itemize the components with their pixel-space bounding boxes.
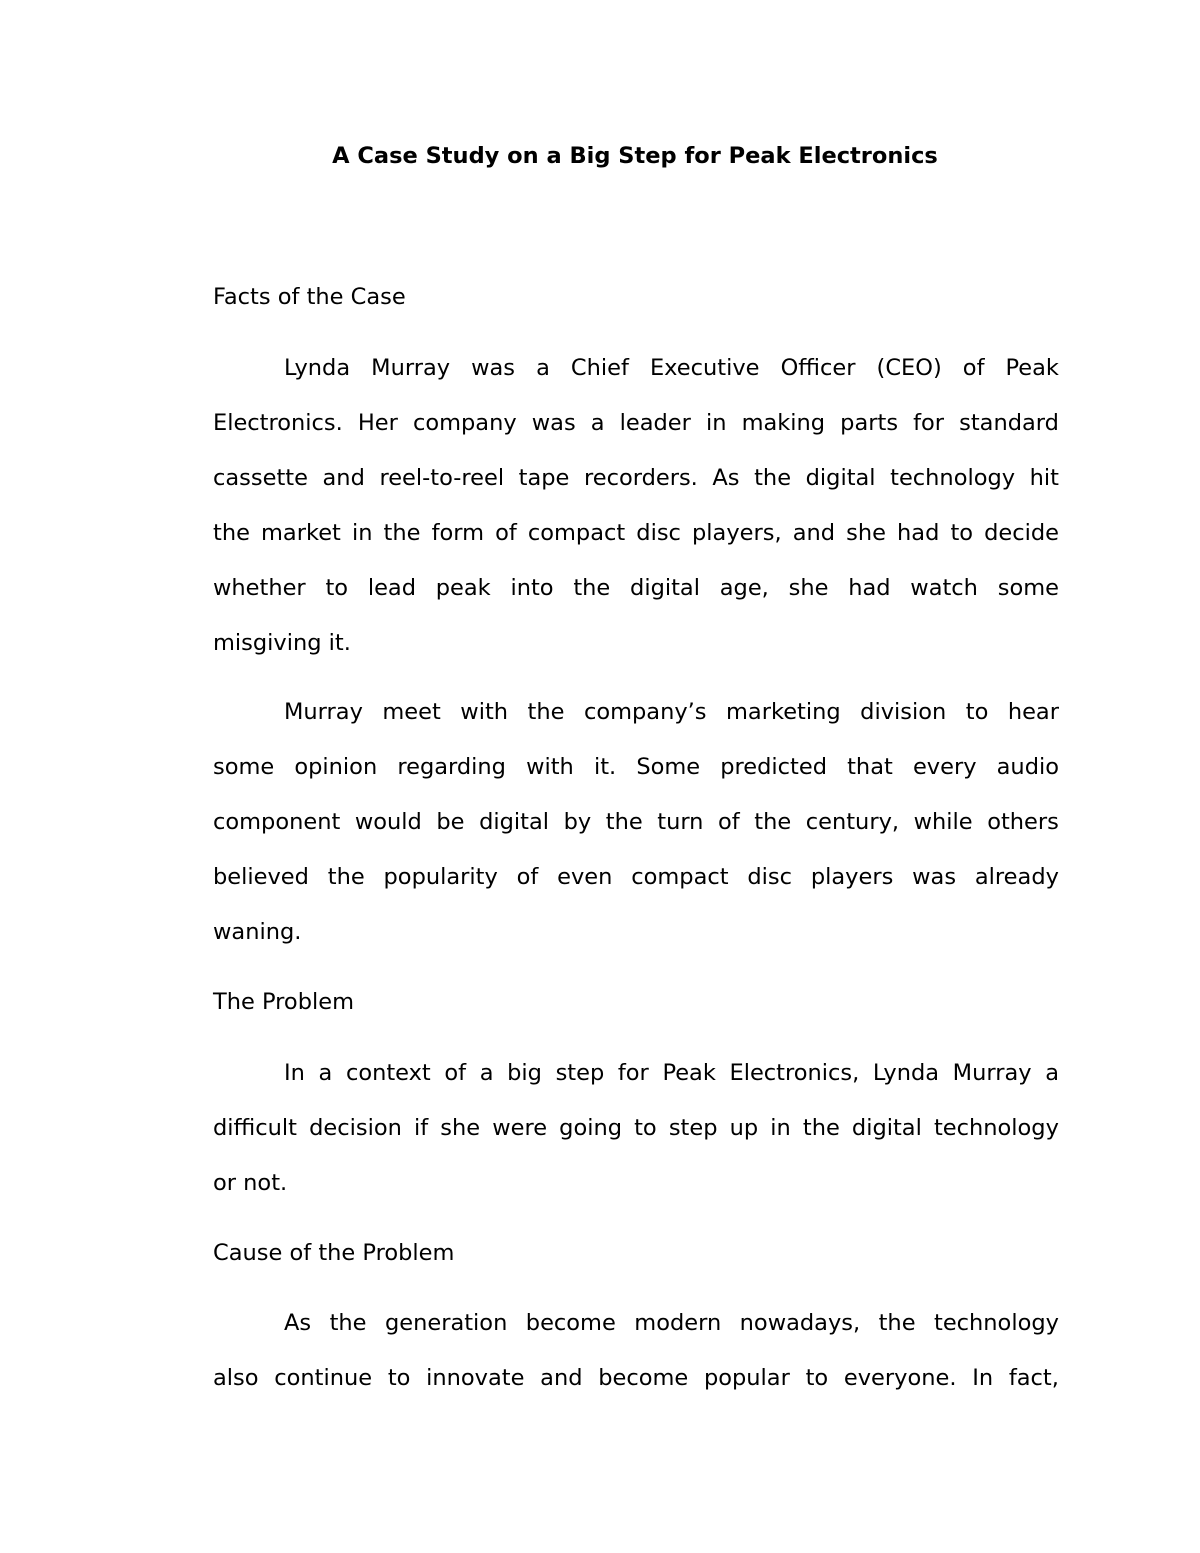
section-heading: Facts of the Case bbox=[213, 284, 406, 310]
word: to bbox=[950, 520, 974, 546]
word: audio bbox=[996, 754, 1059, 780]
word: Peak bbox=[662, 1060, 716, 1086]
word: innovate bbox=[426, 1365, 525, 1391]
word: Electronics. bbox=[213, 410, 343, 436]
word: market bbox=[261, 520, 341, 546]
word: every bbox=[912, 754, 977, 780]
word: difficult bbox=[213, 1115, 297, 1141]
word: Lynda bbox=[872, 1060, 940, 1086]
word: hit bbox=[1029, 465, 1059, 491]
word: recorders. bbox=[583, 465, 698, 491]
word: of bbox=[444, 1060, 467, 1086]
word: generation bbox=[384, 1310, 508, 1336]
word: to bbox=[325, 575, 349, 601]
word: disc bbox=[747, 864, 793, 890]
word: company bbox=[412, 410, 517, 436]
word: a bbox=[479, 1060, 494, 1086]
word: peak bbox=[435, 575, 491, 601]
word: In bbox=[972, 1365, 994, 1391]
word: nowadays, bbox=[739, 1310, 861, 1336]
word: form bbox=[431, 520, 485, 546]
text-line bbox=[213, 569, 1059, 624]
word: age, bbox=[719, 575, 769, 601]
paragraph bbox=[213, 1054, 1059, 1219]
word: digital bbox=[479, 809, 550, 835]
text-line bbox=[213, 1054, 1059, 1109]
word: digital bbox=[805, 465, 876, 491]
word: of bbox=[962, 355, 985, 381]
word: (CEO) bbox=[876, 355, 942, 381]
word: for bbox=[913, 410, 945, 436]
word: compact bbox=[527, 520, 626, 546]
word: popular bbox=[703, 1365, 790, 1391]
word: predicted bbox=[720, 754, 827, 780]
paragraph bbox=[213, 693, 1059, 968]
word: others bbox=[987, 809, 1059, 835]
word: century, bbox=[805, 809, 900, 835]
word: tape bbox=[518, 465, 570, 491]
word: whether bbox=[213, 575, 306, 601]
word: regarding bbox=[397, 754, 506, 780]
text-line bbox=[213, 1304, 1059, 1359]
word: if bbox=[413, 1115, 429, 1141]
word: decision bbox=[309, 1115, 402, 1141]
word: up bbox=[729, 1115, 759, 1141]
text-line: misgiving it. bbox=[213, 630, 351, 656]
word: the bbox=[327, 864, 365, 890]
word: component bbox=[213, 809, 341, 835]
paragraph bbox=[213, 349, 1059, 679]
word: was bbox=[912, 864, 957, 890]
word: Some bbox=[636, 754, 701, 780]
word: of bbox=[495, 520, 517, 546]
paragraph bbox=[213, 1304, 1059, 1414]
word: opinion bbox=[294, 754, 378, 780]
word: she bbox=[788, 575, 829, 601]
word: was bbox=[471, 355, 516, 381]
word: some bbox=[213, 754, 275, 780]
word: continue bbox=[274, 1365, 373, 1391]
text-line: or not. bbox=[213, 1170, 288, 1196]
word: were bbox=[492, 1115, 548, 1141]
word: had bbox=[848, 575, 891, 601]
word: disc bbox=[636, 520, 681, 546]
word: some bbox=[997, 575, 1059, 601]
word: into bbox=[510, 575, 554, 601]
word: in bbox=[770, 1115, 791, 1141]
word: company’s bbox=[583, 699, 707, 725]
word: popularity bbox=[383, 864, 498, 890]
word: everyone. bbox=[843, 1365, 957, 1391]
text-line bbox=[213, 349, 1059, 404]
word: become bbox=[598, 1365, 689, 1391]
word: and bbox=[540, 1365, 583, 1391]
word: the bbox=[605, 809, 643, 835]
word: it. bbox=[593, 754, 617, 780]
word: the bbox=[754, 465, 792, 491]
word: Electronics, bbox=[729, 1060, 860, 1086]
word: by bbox=[563, 809, 592, 835]
word: to bbox=[387, 1365, 411, 1391]
section-the-problem bbox=[213, 983, 1059, 1021]
text-line bbox=[213, 404, 1059, 459]
word: compact bbox=[631, 864, 729, 890]
word: technology bbox=[934, 1310, 1059, 1336]
word: the bbox=[213, 520, 250, 546]
word: watch bbox=[910, 575, 978, 601]
word: standard bbox=[959, 410, 1059, 436]
word: parts bbox=[840, 410, 899, 436]
text-line bbox=[213, 514, 1059, 569]
word: in bbox=[351, 520, 373, 546]
word: with bbox=[460, 699, 509, 725]
word: Lynda bbox=[284, 355, 351, 381]
word: had bbox=[897, 520, 940, 546]
word: turn bbox=[657, 809, 704, 835]
word: leader bbox=[619, 410, 691, 436]
word: the bbox=[802, 1115, 840, 1141]
word: of bbox=[718, 809, 740, 835]
word: while bbox=[913, 809, 973, 835]
word: going bbox=[559, 1115, 622, 1141]
word: believed bbox=[213, 864, 309, 890]
word: of bbox=[516, 864, 539, 890]
word: even bbox=[557, 864, 613, 890]
word: for bbox=[617, 1060, 649, 1086]
text-line bbox=[213, 693, 1059, 748]
word: marketing bbox=[726, 699, 841, 725]
word: fact, bbox=[1008, 1365, 1059, 1391]
section-heading: Cause of the Problem bbox=[213, 1240, 455, 1266]
word: the bbox=[573, 575, 611, 601]
word: In bbox=[284, 1060, 305, 1086]
section-cause-of-the-problem bbox=[213, 1234, 1059, 1272]
word: the bbox=[754, 809, 792, 835]
word: to bbox=[634, 1115, 657, 1141]
word: Murray bbox=[284, 699, 363, 725]
word: context bbox=[345, 1060, 431, 1086]
word: players bbox=[810, 864, 894, 890]
word: become bbox=[525, 1310, 616, 1336]
word: technology bbox=[890, 465, 1016, 491]
word: to bbox=[805, 1365, 829, 1391]
word: Chief bbox=[570, 355, 629, 381]
word: she bbox=[440, 1115, 481, 1141]
word: in bbox=[705, 410, 727, 436]
word: reel-to-reel bbox=[379, 465, 505, 491]
word: and bbox=[792, 520, 836, 546]
word: division bbox=[860, 699, 947, 725]
word: a bbox=[318, 1060, 333, 1086]
word: the bbox=[383, 520, 421, 546]
word: hear bbox=[1007, 699, 1059, 725]
word: As bbox=[284, 1310, 312, 1336]
document-title: A Case Study on a Big Step for Peak Electronics bbox=[332, 143, 938, 169]
word: decide bbox=[984, 520, 1059, 546]
text-line: waning. bbox=[213, 919, 302, 945]
word: Officer bbox=[780, 355, 856, 381]
word: technology bbox=[933, 1115, 1059, 1141]
word: was bbox=[531, 410, 576, 436]
text-line bbox=[213, 858, 1059, 913]
word: also bbox=[213, 1365, 259, 1391]
word: Peak bbox=[1005, 355, 1059, 381]
word: a bbox=[1045, 1060, 1059, 1086]
section-heading: The Problem bbox=[213, 989, 354, 1015]
word: Murray bbox=[371, 355, 451, 381]
text-line bbox=[213, 803, 1059, 858]
word: that bbox=[847, 754, 893, 780]
word: players, bbox=[692, 520, 782, 546]
word: would bbox=[354, 809, 422, 835]
word: step bbox=[555, 1060, 605, 1086]
word: to bbox=[965, 699, 989, 725]
word: lead bbox=[367, 575, 416, 601]
text-line bbox=[213, 748, 1059, 803]
text-line bbox=[213, 1359, 1059, 1414]
word: the bbox=[527, 699, 565, 725]
word: modern bbox=[634, 1310, 722, 1336]
word: the bbox=[329, 1310, 367, 1336]
text-line bbox=[213, 459, 1059, 514]
word: a bbox=[590, 410, 605, 436]
word: a bbox=[536, 355, 550, 381]
word: As bbox=[712, 465, 740, 491]
word: cassette bbox=[213, 465, 308, 491]
word: already bbox=[974, 864, 1059, 890]
word: step bbox=[668, 1115, 718, 1141]
word: with bbox=[526, 754, 574, 780]
word: the bbox=[878, 1310, 916, 1336]
word: and bbox=[322, 465, 365, 491]
word: she bbox=[846, 520, 886, 546]
word: making bbox=[741, 410, 826, 436]
word: meet bbox=[382, 699, 441, 725]
word: Murray bbox=[952, 1060, 1032, 1086]
section-facts-of-the-case bbox=[213, 278, 1059, 316]
word: be bbox=[436, 809, 465, 835]
text-line bbox=[213, 1109, 1059, 1164]
word: digital bbox=[851, 1115, 922, 1141]
word: Her bbox=[357, 410, 398, 436]
word: digital bbox=[630, 575, 700, 601]
word: big bbox=[507, 1060, 542, 1086]
word: Executive bbox=[649, 355, 760, 381]
